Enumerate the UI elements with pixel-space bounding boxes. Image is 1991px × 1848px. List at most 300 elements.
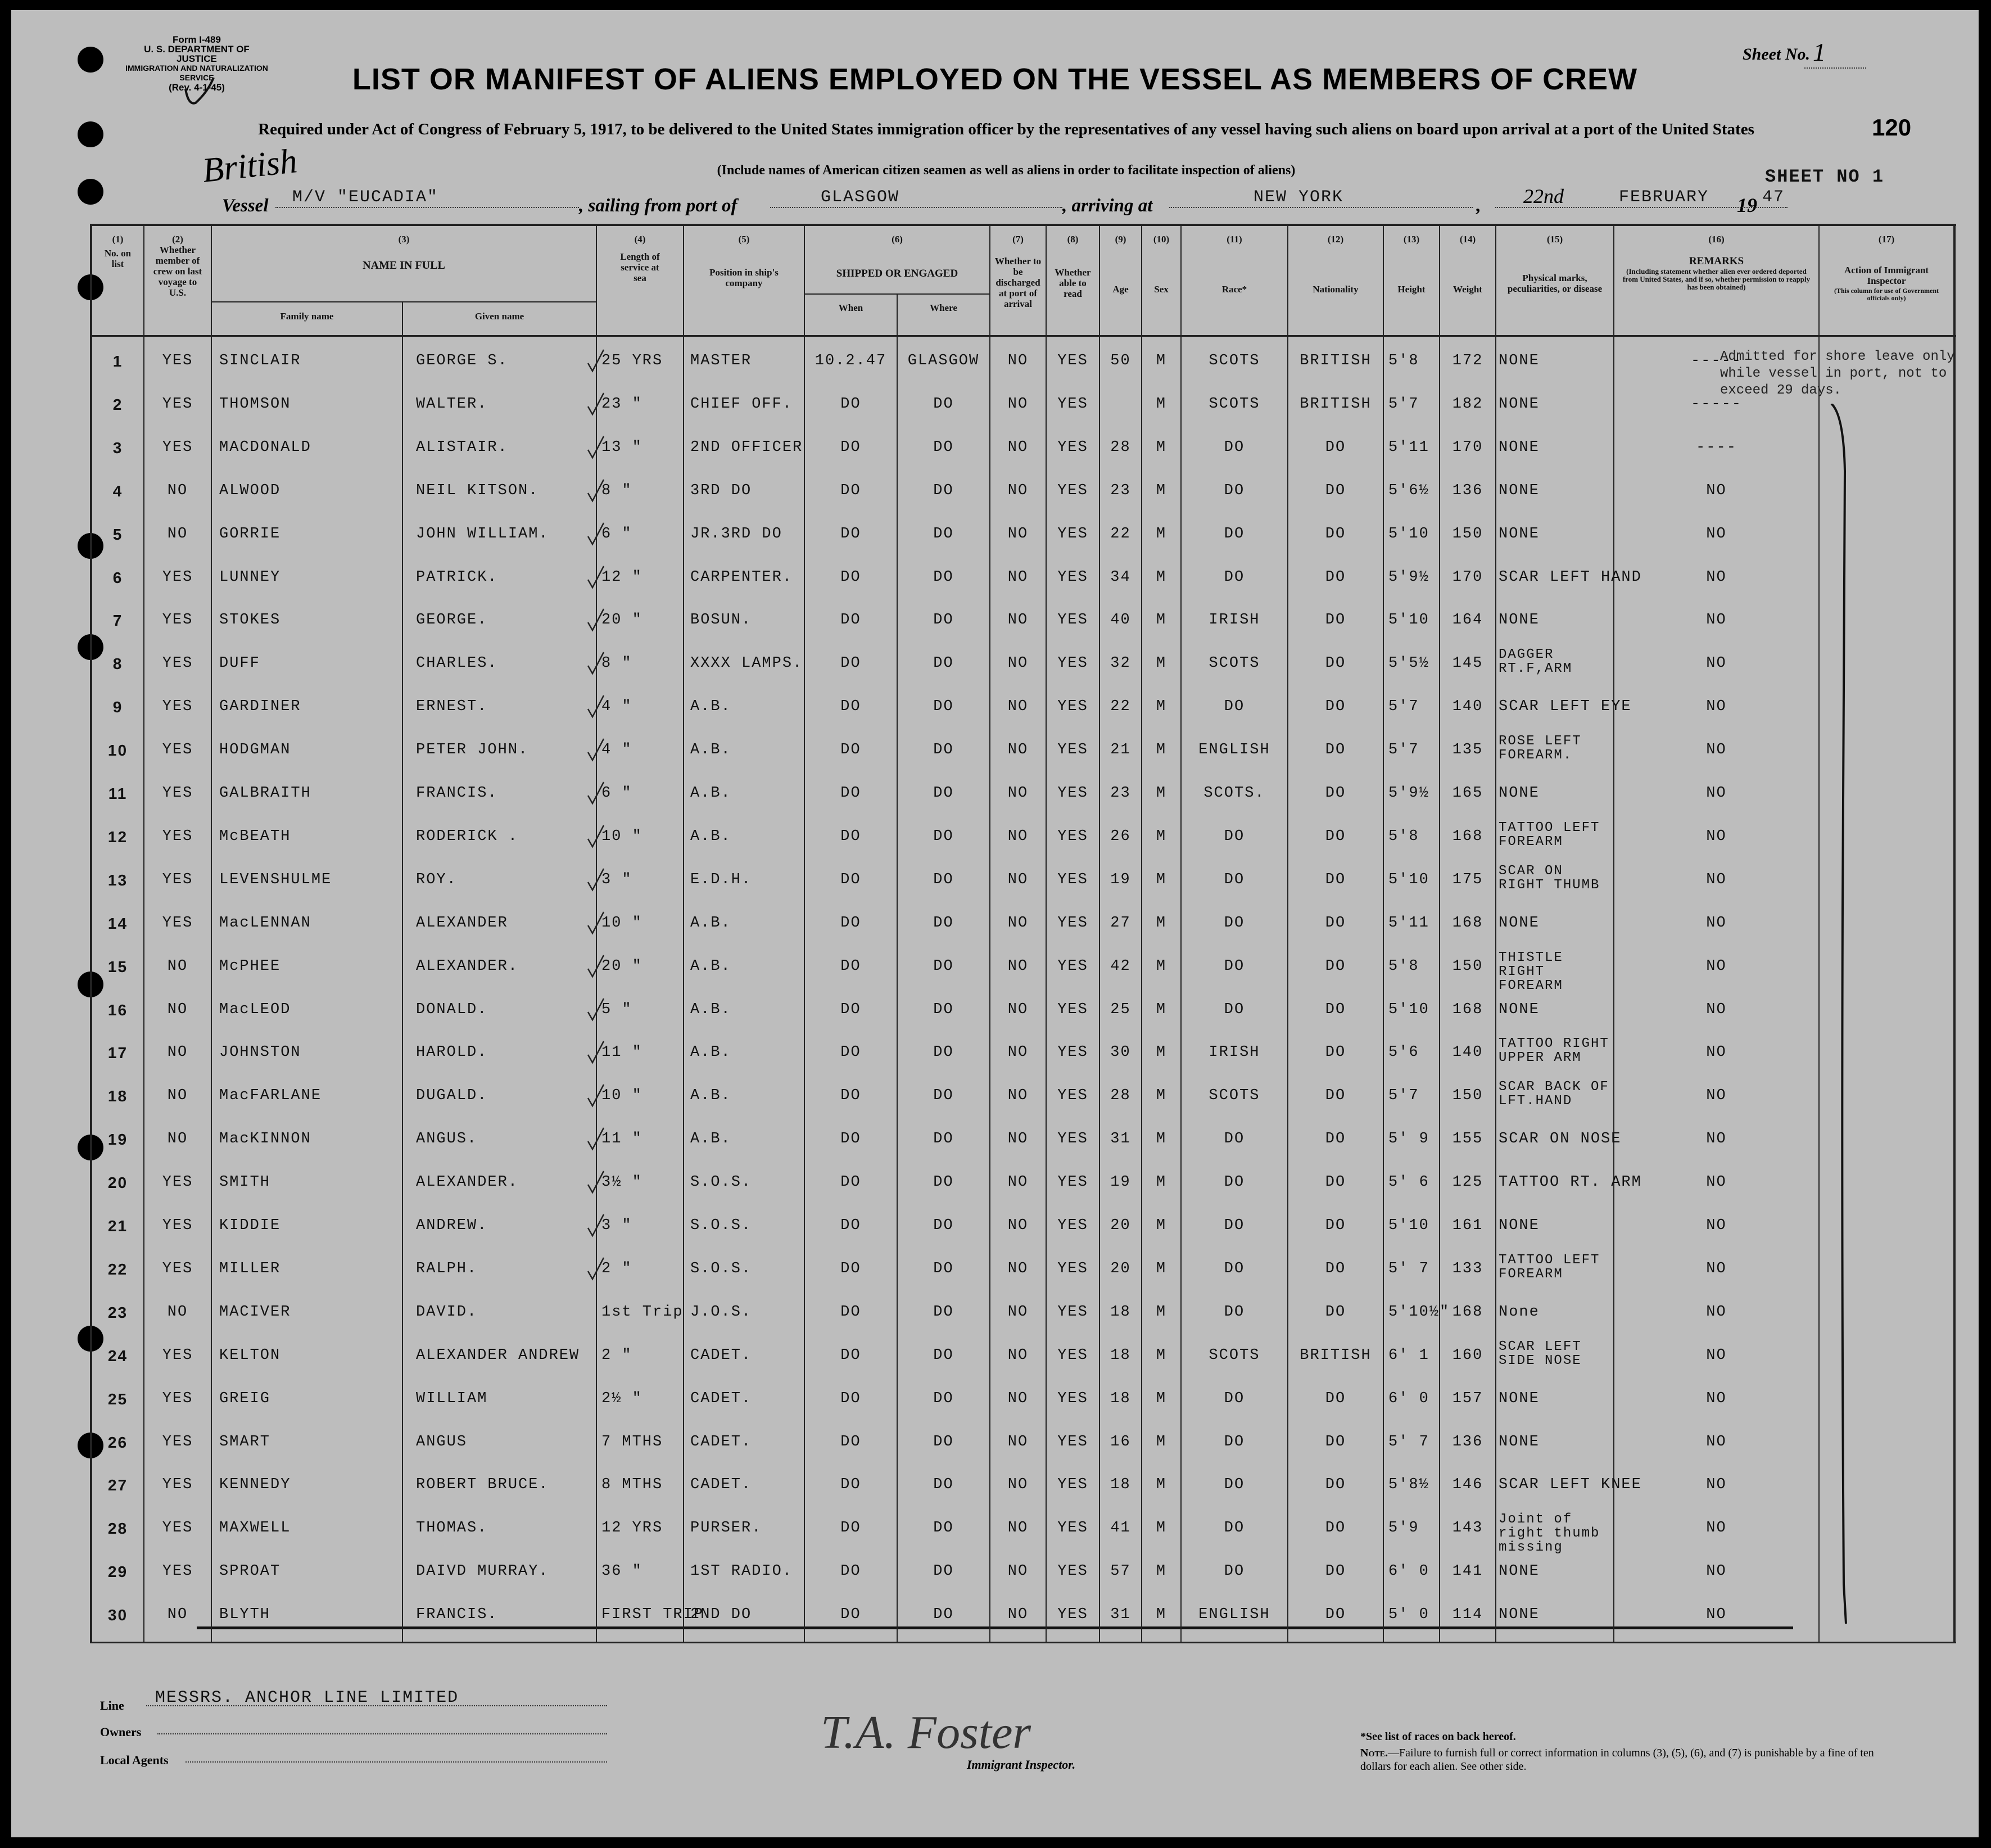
row-race-cell: SCOTS. (1203, 785, 1265, 802)
row-no-cell: 29 (107, 1563, 128, 1581)
row-nat-cell: DO (1325, 439, 1346, 456)
row-height-cell: 5'10 (1388, 871, 1429, 888)
row-nat-cell: DO (1325, 1260, 1346, 1277)
row-no-cell: 11 (108, 785, 128, 802)
row-race-cell: SCOTS (1209, 1347, 1260, 1364)
col-sublabel: (This column for use of Government officials only) (1834, 287, 1939, 302)
row-given-cell: ROY. (416, 871, 457, 888)
row-marks-cell: SCAR LEFT KNEE (1499, 1476, 1642, 1494)
row-read-cell: YES (1057, 1131, 1088, 1148)
checkmark-icon (585, 1126, 607, 1154)
row-sex-cell: M (1156, 1433, 1167, 1451)
row-position-cell: CADET. (690, 1477, 752, 1494)
row-last-cell: YES (162, 1260, 193, 1277)
inspector-signature: T.A. Foster (821, 1706, 1031, 1759)
row-last-cell: YES (162, 914, 193, 932)
row-age-cell: 57 (1110, 1563, 1131, 1580)
row-family-cell: MILLER (219, 1260, 281, 1277)
row-nat-cell: DO (1325, 1001, 1346, 1018)
row-no-cell: 8 (112, 655, 123, 673)
row-marks-cell: NONE (1499, 1390, 1540, 1407)
row-age-cell: 21 (1110, 742, 1131, 759)
row-age-cell: 23 (1110, 482, 1131, 499)
row-last-cell: NO (167, 1044, 188, 1061)
row-when-cell: DO (840, 439, 861, 456)
row-weight-cell: 161 (1452, 1217, 1483, 1234)
row-given-cell: PETER JOHN. (416, 742, 529, 759)
row-position-cell: A.B. (690, 915, 731, 932)
row-position-cell: A.B. (690, 1001, 731, 1018)
row-family-cell: ALWOOD (219, 482, 281, 499)
row-given-cell: ALEXANDER ANDREW (416, 1347, 580, 1364)
row-race-cell: DO (1224, 828, 1245, 845)
page-title: LIST OR MANIFEST OF ALIENS EMPLOYED ON THE VESSEL AS MEMBERS OF CREW (352, 62, 1638, 96)
row-where-cell: DO (933, 439, 954, 456)
typed-sheet-number: SHEET NO 1 (1765, 166, 1885, 187)
row-height-cell: 5'10 (1388, 1001, 1429, 1018)
row-remarks-cell: ----- (1690, 353, 1742, 369)
row-read-cell: YES (1057, 655, 1088, 672)
row-race-cell: DO (1224, 568, 1245, 586)
row-nat-cell: DO (1325, 785, 1346, 802)
row-age-cell: 42 (1110, 957, 1131, 975)
row-family-cell: MacFARLANE (219, 1087, 322, 1105)
row-height-cell: 5'8 (1388, 828, 1419, 845)
row-marks-cell: SCAR ON RIGHT THUMB (1499, 863, 1600, 893)
row-height-cell: 5'11 (1388, 914, 1429, 932)
row-disch-cell: NO (1007, 1520, 1029, 1537)
row-read-cell: YES (1057, 1087, 1088, 1105)
date-month: FEBRUARY (1619, 188, 1709, 207)
row-given-cell: CHARLES. (416, 656, 498, 672)
row-weight-cell: 141 (1452, 1563, 1483, 1580)
department-line: U. S. DEPARTMENT OF JUSTICE (144, 44, 250, 64)
vessel-name: M/V "EUCADIA" (292, 188, 439, 207)
row-no-cell: 25 (107, 1390, 128, 1408)
row-service-cell: 20 " (601, 612, 642, 629)
row-race-cell: SCOTS (1209, 1087, 1260, 1105)
row-height-cell: 5' 7 (1388, 1260, 1429, 1277)
row-weight-cell: 160 (1452, 1347, 1483, 1364)
row-no-cell: 23 (107, 1303, 128, 1321)
row-weight-cell: 136 (1452, 1433, 1483, 1451)
row-position-cell: A.B. (690, 742, 731, 759)
row-height-cell: 5' 7 (1388, 1433, 1429, 1451)
row-race-cell: DO (1224, 871, 1245, 888)
row-family-cell: SPROAT (219, 1563, 281, 1580)
row-position-cell: MASTER (690, 353, 752, 369)
row-last-cell: YES (162, 1520, 193, 1537)
row-given-cell: DAVID. (416, 1304, 478, 1321)
row-last-cell: YES (162, 1347, 193, 1364)
row-when-cell: DO (840, 395, 861, 413)
row-given-cell: GEORGE. (416, 612, 488, 629)
row-nat-cell: DO (1325, 1044, 1346, 1061)
row-remarks-cell: NO (1706, 1520, 1727, 1537)
row-family-cell: MacLENNAN (219, 914, 311, 932)
row-service-cell: 20 " (601, 957, 642, 975)
row-height-cell: 5'7 (1388, 698, 1419, 716)
row-sex-cell: M (1156, 525, 1167, 543)
row-nat-cell: DO (1325, 1520, 1346, 1537)
row-family-cell: McPHEE (219, 957, 281, 975)
row-race-cell: DO (1224, 439, 1245, 456)
row-age-cell: 26 (1110, 828, 1131, 845)
row-nat-cell: DO (1325, 957, 1346, 975)
col-label: Whether able to read (1055, 267, 1091, 299)
col-label: Position in ship's company (709, 267, 779, 288)
row-where-cell: DO (933, 655, 954, 672)
row-marks-cell: NONE (1499, 612, 1540, 629)
row-given-cell: ALEXANDER. (416, 958, 519, 975)
row-nat-cell: DO (1325, 568, 1346, 586)
row-sex-cell: M (1156, 1174, 1167, 1191)
row-position-cell: CADET. (690, 1390, 752, 1407)
row-remarks-cell: NO (1706, 1347, 1727, 1364)
col-nationality-header (1288, 234, 1383, 295)
row-service-cell: 6 " (601, 525, 632, 543)
checkmark-icon (585, 1169, 607, 1197)
col-label: Action of Immigrant Inspector (1844, 265, 1929, 286)
row-nat-cell: DO (1325, 698, 1346, 716)
row-disch-cell: NO (1007, 871, 1029, 888)
row-read-cell: YES (1057, 1433, 1088, 1451)
row-position-cell: BOSUN. (690, 612, 752, 629)
row-position-cell: A.B. (690, 785, 731, 802)
row-service-cell: 2½ " (601, 1390, 642, 1407)
row-when-cell: DO (840, 1174, 861, 1191)
col-discharged-header (990, 234, 1046, 309)
row-age-cell: 28 (1110, 439, 1131, 456)
col-number: (4) (634, 234, 646, 245)
row-given-cell: NEIL KITSON. (416, 482, 539, 499)
row-age-cell: 30 (1110, 1044, 1131, 1061)
row-where-cell: DO (933, 785, 954, 802)
row-remarks-cell: NO (1706, 1045, 1727, 1061)
row-when-cell: DO (840, 612, 861, 629)
row-age-cell: 16 (1110, 1433, 1131, 1451)
row-disch-cell: NO (1007, 655, 1029, 672)
row-disch-cell: NO (1007, 1563, 1029, 1580)
row-service-cell: 10 " (601, 828, 642, 845)
row-service-cell: 2 " (601, 1347, 632, 1364)
row-race-cell: ENGLISH (1198, 1606, 1270, 1624)
row-given-cell: ALISTAIR. (416, 439, 508, 456)
row-race-cell: SCOTS (1209, 655, 1260, 672)
row-when-cell: DO (840, 1606, 861, 1624)
row-where-cell: DO (933, 1131, 954, 1148)
row-read-cell: YES (1057, 1606, 1088, 1624)
row-last-cell: YES (162, 742, 193, 759)
row-height-cell: 5'10 (1388, 525, 1429, 543)
row-disch-cell: NO (1007, 1131, 1029, 1148)
col-where-header: Where (930, 302, 957, 313)
row-given-cell: RALPH. (416, 1260, 478, 1277)
col-given-header: Given name (474, 311, 524, 322)
row-marks-cell: SCAR ON NOSE (1499, 1131, 1622, 1148)
row-position-cell: 1ST RADIO. (690, 1564, 793, 1580)
row-height-cell: 6' 0 (1388, 1563, 1429, 1580)
row-where-cell: DO (933, 1217, 954, 1234)
row-where-cell: DO (933, 914, 954, 932)
row-no-cell: 27 (107, 1476, 128, 1494)
row-service-cell: 6 " (601, 785, 632, 802)
row-remarks-cell: NO (1706, 828, 1727, 845)
row-last-cell: YES (162, 871, 193, 888)
row-given-cell: FRANCIS. (416, 1607, 498, 1624)
checkmark-icon (585, 737, 607, 765)
row-age-cell: 18 (1110, 1390, 1131, 1407)
row-given-cell: ANDREW. (416, 1218, 488, 1234)
row-where-cell: DO (933, 1390, 954, 1407)
checkmark-icon (585, 823, 607, 851)
row-service-cell: 8 MTHS (601, 1476, 663, 1494)
row-race-cell: DO (1224, 957, 1245, 975)
row-age-cell: 27 (1110, 914, 1131, 932)
col-label: NAME IN FULL (363, 259, 445, 272)
row-service-cell: 4 " (601, 698, 632, 716)
row-race-cell: DO (1224, 1476, 1245, 1494)
row-service-cell: 7 MTHS (601, 1433, 663, 1451)
row-marks-cell: TATTOO LEFT FOREARM (1499, 1252, 1600, 1282)
row-last-cell: YES (162, 785, 193, 802)
sailing-port: GLASGOW (821, 188, 900, 207)
row-no-cell: 17 (107, 1044, 128, 1062)
row-service-cell: 10 " (601, 1087, 642, 1105)
row-marks-cell: NONE (1499, 482, 1540, 499)
row-sex-cell: M (1156, 871, 1167, 888)
checkmark-icon (585, 780, 607, 808)
row-marks-cell: SCAR LEFT EYE (1499, 698, 1632, 716)
checkmark-icon (585, 650, 607, 678)
row-nat-cell: DO (1325, 1606, 1346, 1624)
checkmark-icon (585, 953, 607, 981)
row-service-cell: FIRST TRIP (601, 1606, 704, 1624)
row-given-cell: ROBERT BRUCE. (416, 1477, 549, 1494)
col-label: No. on list (104, 248, 132, 269)
row-position-cell: 3RD DO (690, 482, 752, 499)
row-family-cell: DUFF (219, 655, 260, 672)
row-service-cell: 12 " (601, 568, 642, 586)
row-weight-cell: 175 (1452, 871, 1483, 888)
row-sex-cell: M (1156, 1217, 1167, 1234)
col-action-header (1820, 234, 1953, 302)
row-read-cell: YES (1057, 612, 1088, 629)
row-remarks-cell: NO (1706, 526, 1727, 543)
row-sex-cell: M (1156, 1044, 1167, 1061)
row-sex-cell: M (1156, 612, 1167, 629)
row-nat-cell: DO (1325, 1433, 1346, 1451)
row-remarks-cell: NO (1706, 958, 1727, 975)
row-weight-cell: 168 (1452, 828, 1483, 845)
row-family-cell: KELTON (219, 1347, 281, 1364)
row-remarks-cell: NO (1706, 1304, 1727, 1321)
row-race-cell: SCOTS (1209, 395, 1260, 413)
row-where-cell: DO (933, 742, 954, 759)
row-marks-cell: NONE (1499, 785, 1540, 802)
date-comma: , (1476, 196, 1481, 216)
col-name-header (212, 234, 596, 271)
row-disch-cell: NO (1007, 957, 1029, 975)
row-when-cell: DO (840, 742, 861, 759)
row-nat-cell: DO (1325, 482, 1346, 499)
row-no-cell: 18 (107, 1087, 128, 1105)
row-age-cell: 23 (1110, 785, 1131, 802)
row-remarks-cell: NO (1706, 1001, 1727, 1018)
checkmark-icon (585, 693, 607, 721)
row-read-cell: YES (1057, 785, 1088, 802)
row-sex-cell: M (1156, 1001, 1167, 1018)
row-position-cell: 2ND DO (690, 1607, 752, 1624)
row-position-cell: 2ND OFFICER (690, 439, 803, 456)
row-family-cell: McBEATH (219, 828, 291, 845)
row-age-cell: 41 (1110, 1520, 1131, 1537)
row-last-cell: YES (162, 1390, 193, 1407)
row-sex-cell: M (1156, 1087, 1167, 1105)
row-service-cell: 4 " (601, 742, 632, 759)
row-disch-cell: NO (1007, 1433, 1029, 1451)
row-sex-cell: M (1156, 957, 1167, 975)
row-where-cell: DO (933, 1347, 954, 1364)
row-family-cell: LEVENSHULME (219, 871, 332, 888)
row-age-cell: 25 (1110, 1001, 1131, 1018)
col-label: SHIPPED OR ENGAGED (836, 268, 958, 279)
row-where-cell: DO (933, 1476, 954, 1494)
row-when-cell: DO (840, 1433, 861, 1451)
row-height-cell: 5'6½ (1388, 482, 1429, 499)
row-position-cell: CARPENTER. (690, 569, 793, 586)
col-read-header (1047, 234, 1099, 299)
row-where-cell: DO (933, 1260, 954, 1277)
row-remarks-cell: NO (1706, 1477, 1727, 1494)
row-weight-cell: 145 (1452, 655, 1483, 672)
row-weight-cell: 140 (1452, 1044, 1483, 1061)
row-age-cell: 40 (1110, 612, 1131, 629)
row-marks-cell: TATTOO RIGHT UPPER ARM (1499, 1036, 1609, 1066)
row-remarks-cell: NO (1706, 1131, 1727, 1148)
statute-text: Required under Act of Congress of February 5, 1917, to be delivered to the United States immigration officer by the representatives of any vessel having such aliens on board upon arrival at a port of the United States (258, 120, 1754, 138)
row-read-cell: YES (1057, 914, 1088, 932)
row-nat-cell: DO (1325, 914, 1346, 932)
row-no-cell: 6 (112, 568, 123, 586)
row-where-cell: DO (933, 871, 954, 888)
row-sex-cell: M (1156, 353, 1167, 369)
checkmark-icon (585, 391, 607, 419)
row-family-cell: SMITH (219, 1174, 271, 1191)
row-no-cell: 7 (112, 612, 123, 630)
row-position-cell: A.B. (690, 699, 731, 716)
row-last-cell: YES (162, 395, 193, 413)
row-where-cell: DO (933, 568, 954, 586)
row-weight-cell: 114 (1452, 1606, 1483, 1624)
row-remarks-cell: NO (1706, 1260, 1727, 1277)
row-service-cell: 25 YRS (601, 353, 663, 369)
row-given-cell: WALTER. (416, 396, 488, 413)
row-race-cell: DO (1224, 1131, 1245, 1148)
row-disch-cell: NO (1007, 1347, 1029, 1364)
vessel-label: Vessel (222, 196, 269, 216)
row-weight-cell: 133 (1452, 1260, 1483, 1277)
col-number: (13) (1403, 234, 1420, 245)
row-where-cell: DO (933, 1433, 954, 1451)
col-label: Length of service at sea (620, 251, 660, 283)
row-weight-cell: 170 (1452, 568, 1483, 586)
col-number: (17) (1878, 234, 1895, 245)
row-last-cell: YES (162, 1476, 193, 1494)
row-nat-cell: DO (1325, 1087, 1346, 1105)
row-family-cell: GALBRAITH (219, 785, 311, 802)
row-height-cell: 5'10½" (1388, 1303, 1450, 1321)
row-nat-cell: DO (1325, 1390, 1346, 1407)
row-race-cell: DO (1224, 1390, 1245, 1407)
row-no-cell: 1 (112, 353, 123, 370)
col-number: (10) (1153, 234, 1170, 245)
row-position-cell: J.O.S. (690, 1304, 752, 1321)
row-remarks-cell: NO (1706, 482, 1727, 499)
col-age-header (1100, 234, 1141, 295)
row-remarks-cell: NO (1706, 656, 1727, 672)
row-age-cell: 28 (1110, 1087, 1131, 1105)
row-sex-cell: M (1156, 1476, 1167, 1494)
row-given-cell: HAROLD. (416, 1045, 488, 1061)
col-shipped-header (805, 234, 989, 279)
col-number: (9) (1115, 234, 1126, 245)
row-given-cell: WILLIAM (416, 1390, 488, 1407)
row-read-cell: YES (1057, 1303, 1088, 1321)
row-remarks-cell: NO (1706, 915, 1727, 932)
row-sex-cell: M (1156, 1606, 1167, 1624)
row-last-cell: YES (162, 698, 193, 716)
row-position-cell: S.O.S. (690, 1260, 752, 1277)
row-no-cell: 2 (112, 395, 123, 413)
col-number: (6) (892, 234, 903, 245)
row-nat-cell: DO (1325, 871, 1346, 888)
col-last-voyage-header (144, 234, 211, 298)
row-remarks-cell: NO (1706, 569, 1727, 586)
row-age-cell: 20 (1110, 1217, 1131, 1234)
row-nat-cell: BRITISH (1300, 1347, 1372, 1364)
row-height-cell: 5' 6 (1388, 1174, 1429, 1191)
row-sex-cell: M (1156, 1131, 1167, 1148)
col-number: (15) (1546, 234, 1563, 245)
row-when-cell: DO (840, 1044, 861, 1061)
row-sex-cell: M (1156, 655, 1167, 672)
row-when-cell: DO (840, 655, 861, 672)
arriving-port: NEW YORK (1254, 188, 1344, 207)
date-day: 22nd (1523, 185, 1564, 207)
row-marks-cell: DAGGER RT.F,ARM (1499, 647, 1573, 677)
row-service-cell: 5 " (601, 1001, 632, 1018)
form-number: Form I-489 (173, 34, 221, 45)
row-weight-cell: 168 (1452, 1303, 1483, 1321)
row-weight-cell: 143 (1452, 1520, 1483, 1537)
row-service-cell: 23 " (601, 395, 642, 413)
row-no-cell: 24 (107, 1347, 128, 1364)
row-when-cell: DO (840, 914, 861, 932)
row-remarks-cell: NO (1706, 1174, 1727, 1191)
row-when-cell: DO (840, 1260, 861, 1277)
row-marks-cell: NONE (1499, 1606, 1540, 1624)
col-number: (14) (1459, 234, 1476, 245)
row-when-cell: DO (840, 828, 861, 845)
annotation-line: Admitted for shore leave only (1720, 349, 1955, 364)
row-height-cell: 5'10 (1388, 612, 1429, 629)
row-height-cell: 5'8½ (1388, 1476, 1429, 1494)
checkmark-icon (585, 866, 607, 894)
col-family-header: Family name (280, 311, 334, 322)
row-position-cell: XXXX LAMPS. (690, 656, 803, 672)
row-weight-cell: 170 (1452, 439, 1483, 456)
